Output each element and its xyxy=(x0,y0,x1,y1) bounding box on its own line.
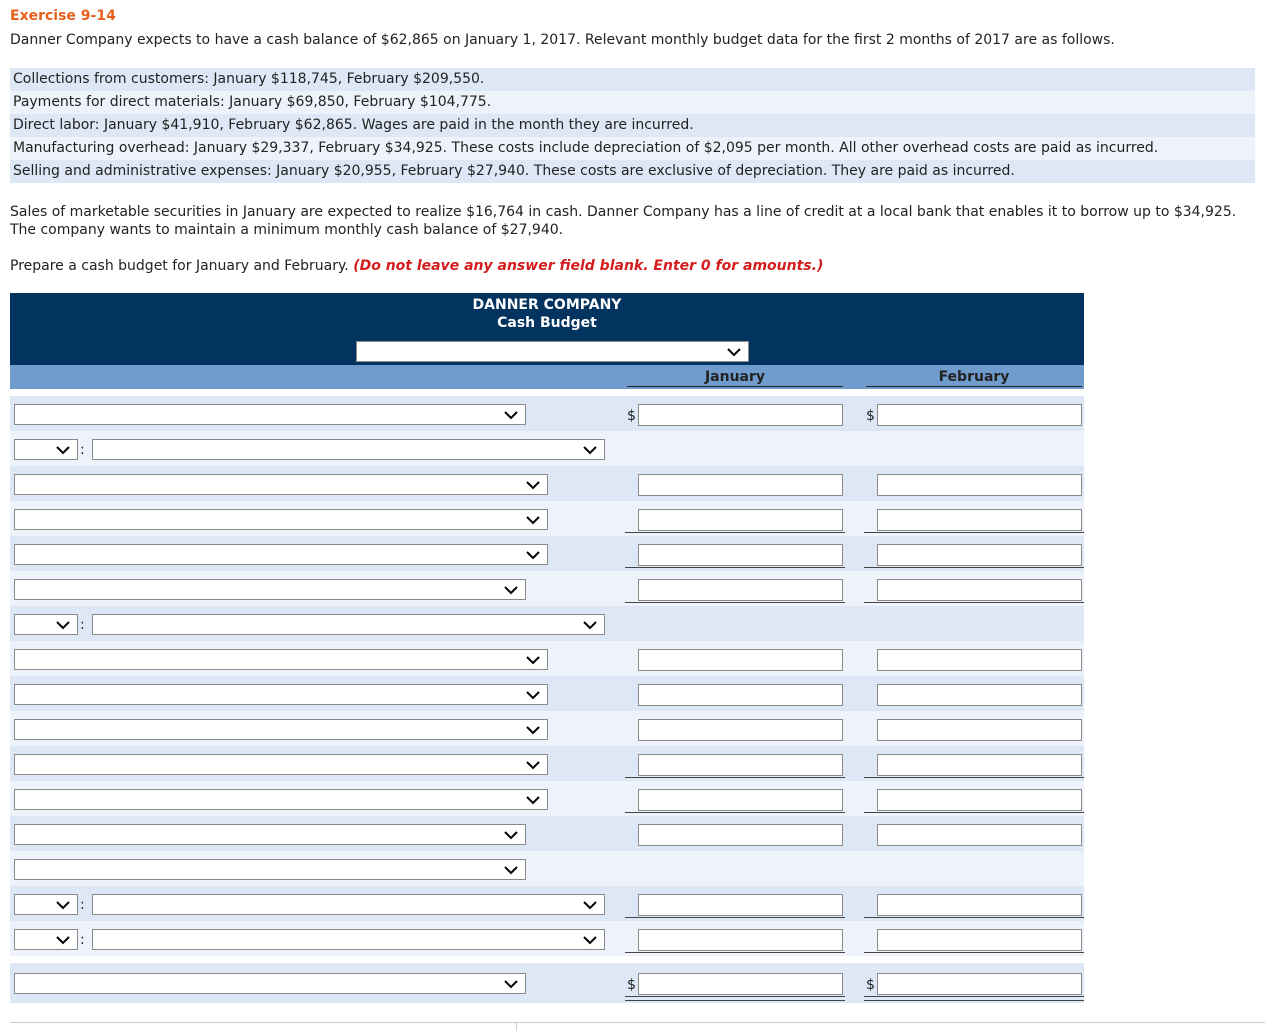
budget-row xyxy=(10,676,1084,711)
colon-separator: : xyxy=(80,442,85,458)
total-underline xyxy=(625,777,845,778)
chevron-down-icon xyxy=(525,478,541,492)
budget-header xyxy=(10,293,1084,365)
currency-symbol: $ xyxy=(627,977,636,993)
instruction xyxy=(10,258,823,274)
line-item-select[interactable] xyxy=(92,929,605,950)
budget-row xyxy=(10,711,1084,746)
column-february-underline xyxy=(866,386,1082,387)
line-item-select[interactable] xyxy=(14,649,548,670)
chevron-down-icon xyxy=(582,898,598,912)
total-underline xyxy=(625,952,845,953)
budget-row xyxy=(10,851,1084,886)
total-underline xyxy=(864,532,1084,533)
line-item-select[interactable] xyxy=(14,789,548,810)
column-january-underline xyxy=(627,386,843,387)
chevron-down-icon xyxy=(726,345,742,359)
company-name: DANNER COMPANY xyxy=(472,297,622,313)
january-amount-input[interactable] xyxy=(638,684,843,706)
february-amount-input[interactable] xyxy=(877,684,1082,706)
february-amount-input[interactable] xyxy=(877,789,1082,811)
chevron-down-icon xyxy=(525,653,541,667)
january-amount-input[interactable] xyxy=(638,579,843,601)
february-amount-input[interactable] xyxy=(877,929,1082,951)
currency-symbol: $ xyxy=(866,977,875,993)
chevron-down-icon xyxy=(525,723,541,737)
budget-row xyxy=(10,781,1084,816)
exercise-title: Exercise 9-14 xyxy=(10,8,116,24)
february-amount-input[interactable] xyxy=(877,754,1082,776)
january-amount-input[interactable] xyxy=(638,824,843,846)
line-item-select[interactable] xyxy=(14,404,526,425)
budget-row xyxy=(10,746,1084,781)
line-item-select[interactable] xyxy=(14,719,548,740)
total-underline xyxy=(625,917,845,918)
fact-direct-labor: Direct labor: January $41,910, February $62,865. Wages are paid in the month they are incurred. xyxy=(10,114,1255,137)
january-amount-input[interactable] xyxy=(638,649,843,671)
january-amount-input[interactable] xyxy=(638,789,843,811)
chevron-down-icon xyxy=(503,583,519,597)
line-item-select[interactable] xyxy=(14,579,526,600)
total-underline xyxy=(625,602,845,603)
february-amount-input[interactable] xyxy=(877,544,1082,566)
colon-separator: : xyxy=(80,932,85,948)
budget-row xyxy=(10,606,1084,641)
total-underline xyxy=(864,952,1084,953)
january-amount-input[interactable] xyxy=(638,404,843,426)
budget-row xyxy=(10,536,1084,571)
february-amount-input[interactable] xyxy=(877,824,1082,846)
chevron-down-icon xyxy=(503,977,519,991)
chevron-down-icon xyxy=(525,688,541,702)
fact-collections: Collections from customers: January $118,745, February $209,550. xyxy=(10,68,1255,91)
prefix-select[interactable] xyxy=(14,439,78,460)
budget-row xyxy=(10,396,1084,431)
securities-credit-paragraph: Sales of marketable securities in January are expected to realize $16,764 in cash. Danner Company has a line of credit at a local bank that enables it to borrow up to $34,925. The company wants to maintain a minimum monthly cash balance of $27,940. xyxy=(10,204,1237,238)
total-underline xyxy=(864,602,1084,603)
chevron-down-icon xyxy=(503,863,519,877)
chevron-down-icon xyxy=(503,408,519,422)
chevron-down-icon xyxy=(55,443,71,457)
chevron-down-icon xyxy=(503,828,519,842)
total-underline xyxy=(864,812,1084,813)
line-item-select[interactable] xyxy=(92,894,605,915)
period-select[interactable] xyxy=(356,341,749,362)
february-amount-input[interactable] xyxy=(877,474,1082,496)
line-item-select[interactable] xyxy=(14,684,548,705)
february-amount-input[interactable] xyxy=(877,509,1082,531)
february-amount-input[interactable] xyxy=(877,579,1082,601)
budget-row xyxy=(10,641,1084,676)
february-amount-input[interactable] xyxy=(877,649,1082,671)
colon-separator: : xyxy=(80,897,85,913)
budget-row xyxy=(10,501,1084,536)
statement-name: Cash Budget xyxy=(497,315,597,331)
budget-row xyxy=(10,571,1084,606)
currency-symbol: $ xyxy=(866,408,875,424)
fact-selling-admin: Selling and administrative expenses: January $20,955, February $27,940. These costs are exclusive of depreciation. They are paid as incurred. xyxy=(10,160,1255,183)
february-amount-input[interactable] xyxy=(877,973,1082,995)
february-amount-input[interactable] xyxy=(877,719,1082,741)
total-underline xyxy=(625,567,845,568)
chevron-down-icon xyxy=(525,793,541,807)
budget-row xyxy=(10,963,1084,1003)
line-item-select[interactable] xyxy=(14,544,548,565)
chevron-down-icon xyxy=(525,513,541,527)
fact-manufacturing-overhead: Manufacturing overhead: January $29,337, February $34,925. These costs include depreciation of $2,095 per month. All other overhead costs are paid as incurred. xyxy=(10,137,1255,160)
line-item-select[interactable] xyxy=(14,509,548,530)
colon-separator: : xyxy=(80,617,85,633)
chevron-down-icon xyxy=(55,898,71,912)
budget-row xyxy=(10,921,1084,956)
prefix-select[interactable] xyxy=(14,614,78,635)
total-underline xyxy=(625,532,845,533)
prefix-select[interactable] xyxy=(14,929,78,950)
total-underline xyxy=(864,567,1084,568)
january-amount-input[interactable] xyxy=(638,474,843,496)
january-amount-input[interactable] xyxy=(638,719,843,741)
currency-symbol: $ xyxy=(627,408,636,424)
line-item-select[interactable] xyxy=(92,439,605,460)
line-item-select[interactable] xyxy=(92,614,605,635)
budget-row xyxy=(10,466,1084,501)
line-item-select[interactable] xyxy=(14,824,526,845)
budget-row xyxy=(10,816,1084,851)
february-amount-input[interactable] xyxy=(877,894,1082,916)
chevron-down-icon xyxy=(55,618,71,632)
january-amount-input[interactable] xyxy=(638,754,843,776)
total-underline xyxy=(864,777,1084,778)
total-double-underline xyxy=(625,996,845,1001)
line-item-select[interactable] xyxy=(14,474,548,495)
budget-row xyxy=(10,431,1084,466)
january-amount-input[interactable] xyxy=(638,973,843,995)
budget-row xyxy=(10,886,1084,921)
chevron-down-icon xyxy=(525,548,541,562)
total-underline xyxy=(864,917,1084,918)
fact-direct-materials: Payments for direct materials: January $69,850, February $104,775. xyxy=(10,91,1255,114)
column-january: January xyxy=(704,369,766,385)
instruction-note: (Do not leave any answer field blank. Enter 0 for amounts.) xyxy=(353,258,824,274)
january-amount-input[interactable] xyxy=(638,544,843,566)
instruction-text: Prepare a cash budget for January and February. xyxy=(10,258,349,274)
prefix-select[interactable] xyxy=(14,894,78,915)
line-item-select[interactable] xyxy=(14,973,526,994)
chevron-down-icon xyxy=(582,618,598,632)
january-amount-input[interactable] xyxy=(638,929,843,951)
line-item-select[interactable] xyxy=(14,754,548,775)
chevron-down-icon xyxy=(55,933,71,947)
budget-facts-list xyxy=(10,68,1255,183)
intro-text: Danner Company expects to have a cash balance of $62,865 on January 1, 2017. Relevant monthly budget data for the first 2 months of 2017 are as follows. xyxy=(10,32,1115,48)
january-amount-input[interactable] xyxy=(638,509,843,531)
january-amount-input[interactable] xyxy=(638,894,843,916)
column-february: February xyxy=(938,369,1010,385)
line-item-select[interactable] xyxy=(14,859,526,880)
total-underline xyxy=(625,812,845,813)
february-amount-input[interactable] xyxy=(877,404,1082,426)
chevron-down-icon xyxy=(525,758,541,772)
chevron-down-icon xyxy=(582,933,598,947)
column-header-row xyxy=(10,365,1084,389)
chevron-down-icon xyxy=(582,443,598,457)
total-double-underline xyxy=(864,996,1084,1001)
